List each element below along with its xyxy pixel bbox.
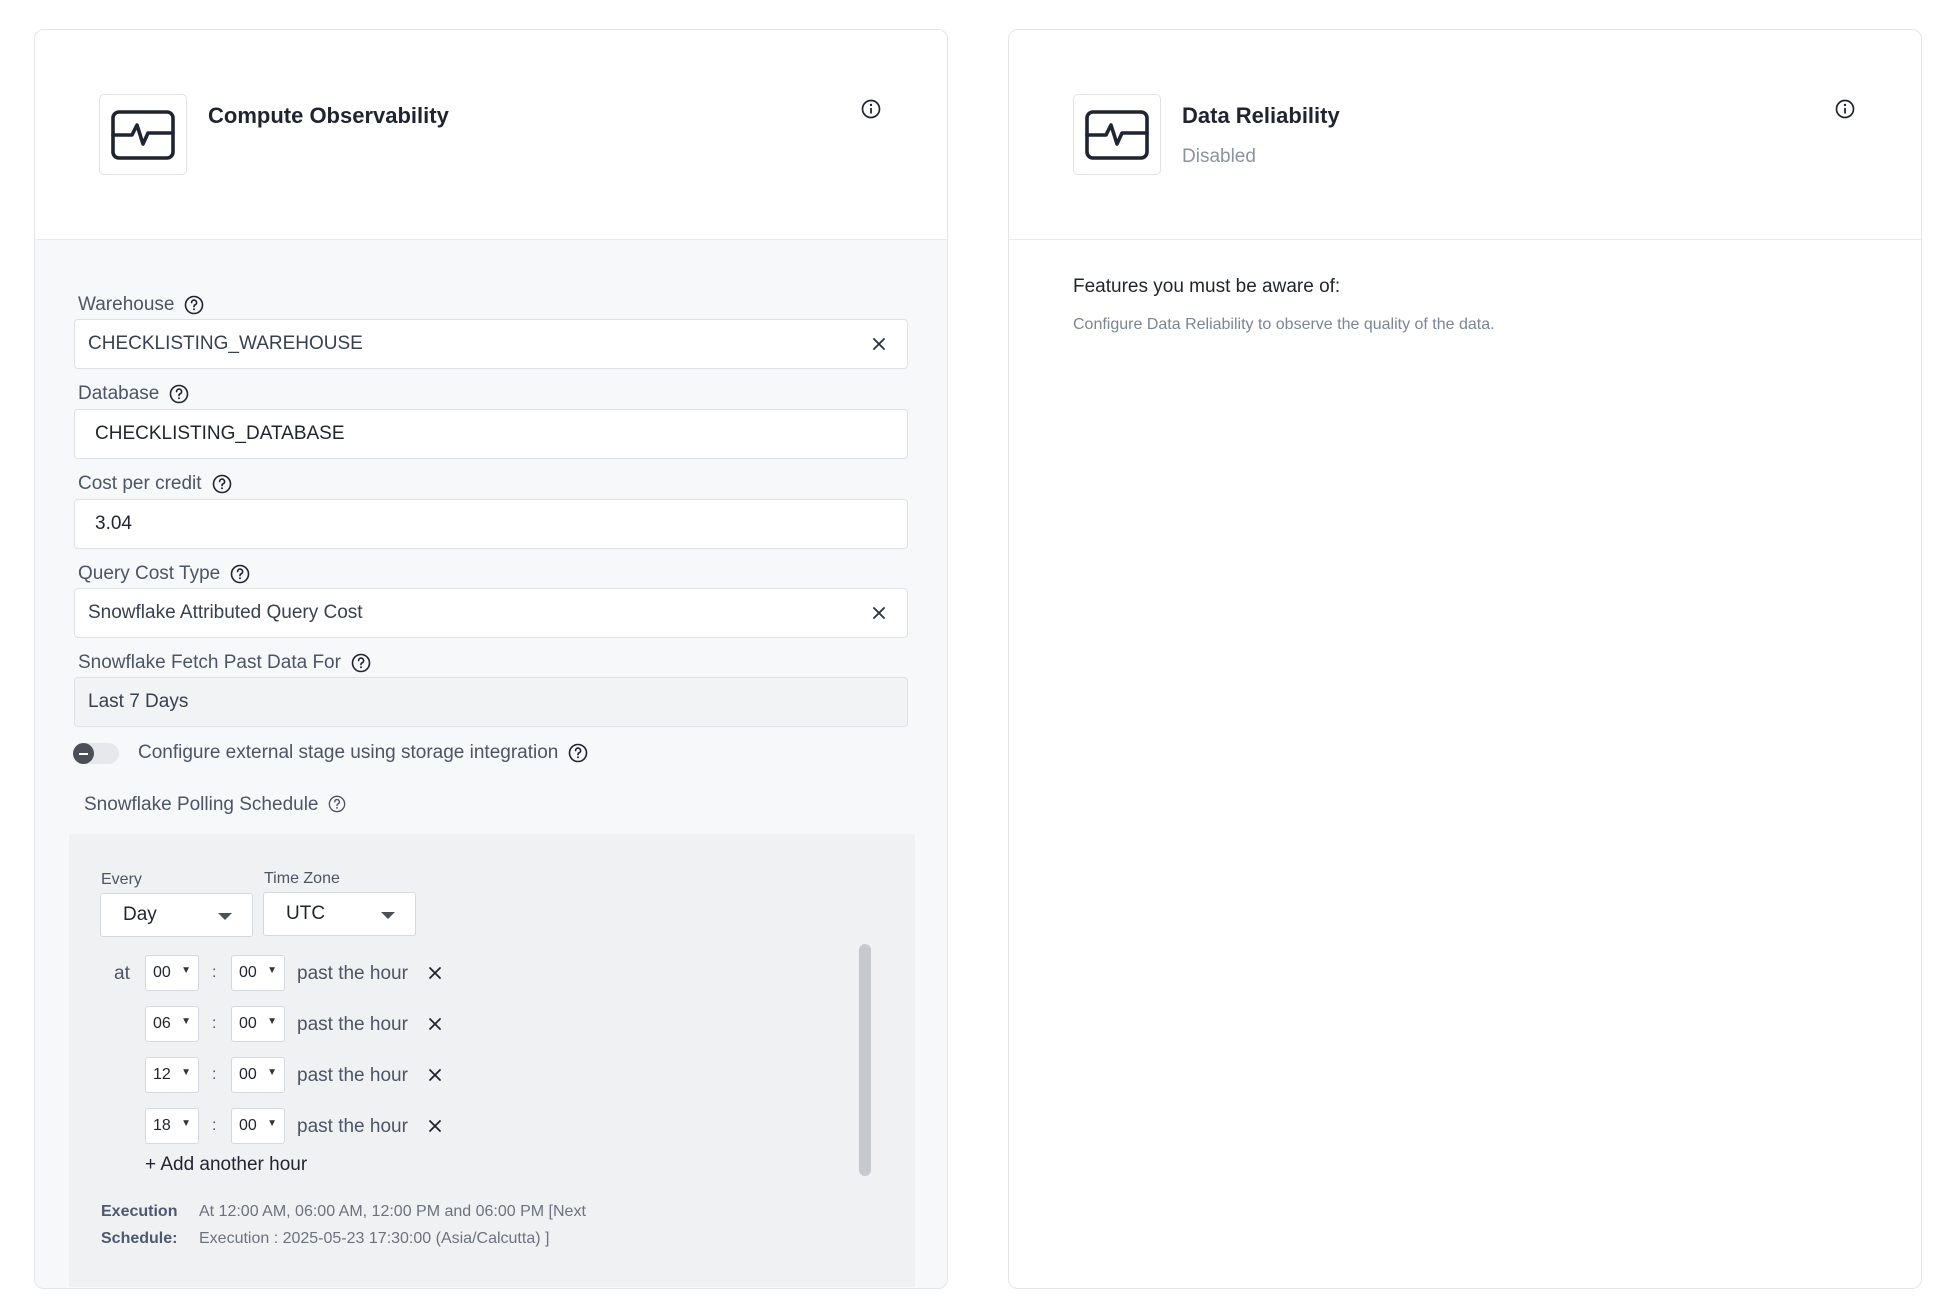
compute-observability-card (34, 29, 948, 1289)
compute-settings-form (35, 240, 947, 1288)
at-label: at (114, 963, 130, 984)
execution-schedule-text: At 12:00 AM, 06:00 AM, 12:00 PM and 06:00 PM [Next (199, 1203, 586, 1220)
toggle-knob (73, 743, 94, 764)
help-icon[interactable] (230, 564, 250, 584)
remove-hour-icon[interactable] (428, 1068, 442, 1082)
execution-schedule-label: Execution (101, 1203, 178, 1220)
time-separator: : (212, 1066, 217, 1083)
cost-per-credit-label: Cost per credit (78, 473, 232, 495)
past-the-hour-label: past the hour (297, 963, 408, 984)
fetch-past-data-select: Last 7 Days (74, 677, 908, 727)
help-icon[interactable] (212, 474, 232, 494)
card-title: Compute Observability (208, 103, 449, 128)
warehouse-label: Warehouse (78, 294, 204, 316)
warehouse-select[interactable]: CHECKLISTING_WAREHOUSE (74, 319, 908, 369)
database-label: Database (78, 383, 189, 405)
caret-down-icon: ▼ (267, 1016, 277, 1027)
external-stage-toggle[interactable] (73, 743, 119, 764)
time-separator: : (212, 1117, 217, 1134)
polling-schedule-panel (69, 834, 915, 1287)
status-text: Disabled (1182, 146, 1256, 167)
caret-down-icon (381, 912, 395, 919)
fetch-past-data-label: Snowflake Fetch Past Data For (78, 652, 371, 674)
past-the-hour-label: past the hour (297, 1014, 408, 1035)
minute-select[interactable]: 00 ▼ (231, 1057, 285, 1093)
card-header (35, 30, 947, 240)
timezone-label: Time Zone (264, 870, 340, 887)
activity-pulse-icon (1073, 94, 1161, 175)
features-heading: Features you must be aware of: (1073, 276, 1341, 297)
remove-hour-icon[interactable] (428, 1119, 442, 1133)
add-hour-button[interactable]: + Add another hour (145, 1154, 308, 1175)
help-icon[interactable] (328, 795, 348, 815)
remove-hour-icon[interactable] (428, 966, 442, 980)
hour-select[interactable]: 06 ▼ (145, 1006, 199, 1042)
card-header (1009, 30, 1921, 240)
caret-down-icon (218, 913, 232, 920)
past-the-hour-label: past the hour (297, 1065, 408, 1086)
activity-pulse-icon (99, 94, 187, 175)
execution-schedule-text: Execution : 2025-05-23 17:30:00 (Asia/Calcutta) ] (199, 1230, 550, 1247)
execution-schedule-label: Schedule: (101, 1230, 178, 1247)
clear-icon[interactable] (871, 605, 887, 621)
info-icon[interactable] (860, 98, 881, 119)
help-icon[interactable] (351, 653, 371, 673)
time-separator: : (212, 1015, 217, 1032)
every-label: Every (101, 871, 142, 888)
external-stage-label: Configure external stage using storage integration (138, 742, 588, 764)
query-cost-type-label: Query Cost Type (78, 563, 250, 585)
every-dropdown[interactable]: Day (100, 893, 253, 937)
hour-select[interactable]: 12 ▼ (145, 1057, 199, 1093)
help-icon[interactable] (568, 743, 588, 763)
info-icon[interactable] (1834, 98, 1855, 119)
remove-hour-icon[interactable] (428, 1017, 442, 1031)
hour-select[interactable]: 00 ▼ (145, 955, 199, 991)
timezone-dropdown[interactable]: UTC (263, 892, 416, 936)
caret-down-icon: ▼ (181, 1016, 191, 1027)
help-icon[interactable] (184, 295, 204, 315)
past-the-hour-label: past the hour (297, 1116, 408, 1137)
help-icon[interactable] (169, 384, 189, 404)
caret-down-icon: ▼ (267, 965, 277, 976)
minute-select[interactable]: 00 ▼ (231, 1006, 285, 1042)
caret-down-icon: ▼ (267, 1067, 277, 1078)
database-input[interactable]: CHECKLISTING_DATABASE (74, 409, 908, 459)
caret-down-icon: ▼ (181, 1118, 191, 1129)
polling-schedule-label: Snowflake Polling Schedule (84, 794, 348, 816)
caret-down-icon: ▼ (267, 1118, 277, 1129)
minute-select[interactable]: 00 ▼ (231, 1108, 285, 1144)
card-title: Data Reliability (1182, 103, 1340, 128)
cost-per-credit-input[interactable]: 3.04 (74, 499, 908, 549)
time-separator: : (212, 964, 217, 981)
caret-down-icon: ▼ (181, 1067, 191, 1078)
query-cost-type-select[interactable]: Snowflake Attributed Query Cost (74, 588, 908, 638)
features-description: Configure Data Reliability to observe the quality of the data. (1073, 316, 1495, 333)
clear-icon[interactable] (871, 336, 887, 352)
hour-select[interactable]: 18 ▼ (145, 1108, 199, 1144)
caret-down-icon: ▼ (181, 965, 191, 976)
data-reliability-card (1008, 29, 1922, 1289)
minute-select[interactable]: 00 ▼ (231, 955, 285, 991)
scrollbar[interactable] (859, 944, 871, 1176)
